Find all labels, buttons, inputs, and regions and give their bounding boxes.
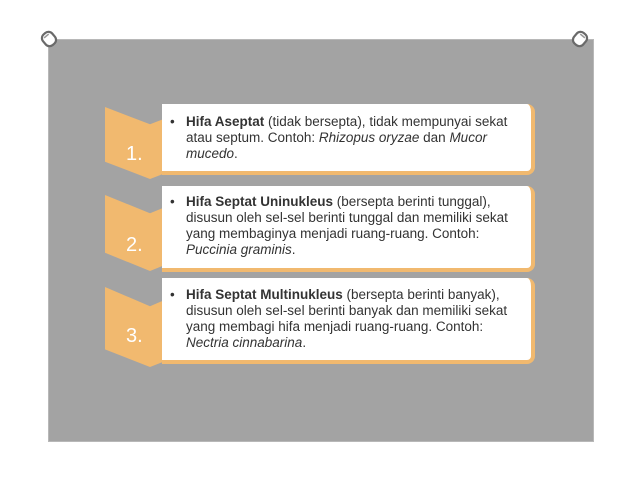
bullet: •: [170, 114, 175, 129]
bullet: •: [170, 194, 175, 209]
connector-1: dan: [419, 130, 450, 145]
pin-icon-right: [569, 28, 591, 50]
example-2: Puccinia graminis: [186, 242, 292, 257]
step-number-3: 3.: [126, 325, 143, 347]
description-2: [170, 194, 525, 258]
example-1a: Rhizopus oryzae: [318, 130, 420, 145]
end-2: .: [291, 242, 296, 257]
desc-1: (tidak bersepta), tidak mempunyai sekat atau septum. Contoh:: [186, 114, 508, 145]
bullet: •: [170, 287, 175, 302]
end-1: .: [234, 146, 238, 161]
term-2: Hifa Septat Uninukleus: [186, 194, 334, 209]
description-box-1: [162, 104, 535, 175]
pin-icon-left: [38, 28, 60, 50]
desc-3: (bersepta berinti banyak), disusun oleh sel-sel berinti banyak dan memiliki sekat yang membagi hifa menjadi ruang-ruang. Contoh:: [186, 287, 508, 334]
term-1: Hifa Aseptat: [186, 114, 265, 129]
step-number-2: 2.: [126, 234, 143, 256]
end-3: .: [302, 335, 307, 350]
step-number-1: 1.: [126, 143, 143, 165]
term-3: Hifa Septat Multinukleus: [186, 287, 343, 302]
example-1b: Mucor mucedo: [186, 130, 487, 161]
description-3: [170, 287, 525, 351]
description-box-2: [162, 186, 535, 272]
description-box-3: [162, 278, 535, 364]
description-1: [170, 114, 525, 162]
example-3: Nectria cinnabarina: [186, 335, 303, 350]
desc-2: (bersepta berinti tunggal), disusun oleh sel-sel berinti tunggal dan memiliki sekat yang membaginya menjadi ruang-ruang. Contoh:: [186, 194, 508, 241]
